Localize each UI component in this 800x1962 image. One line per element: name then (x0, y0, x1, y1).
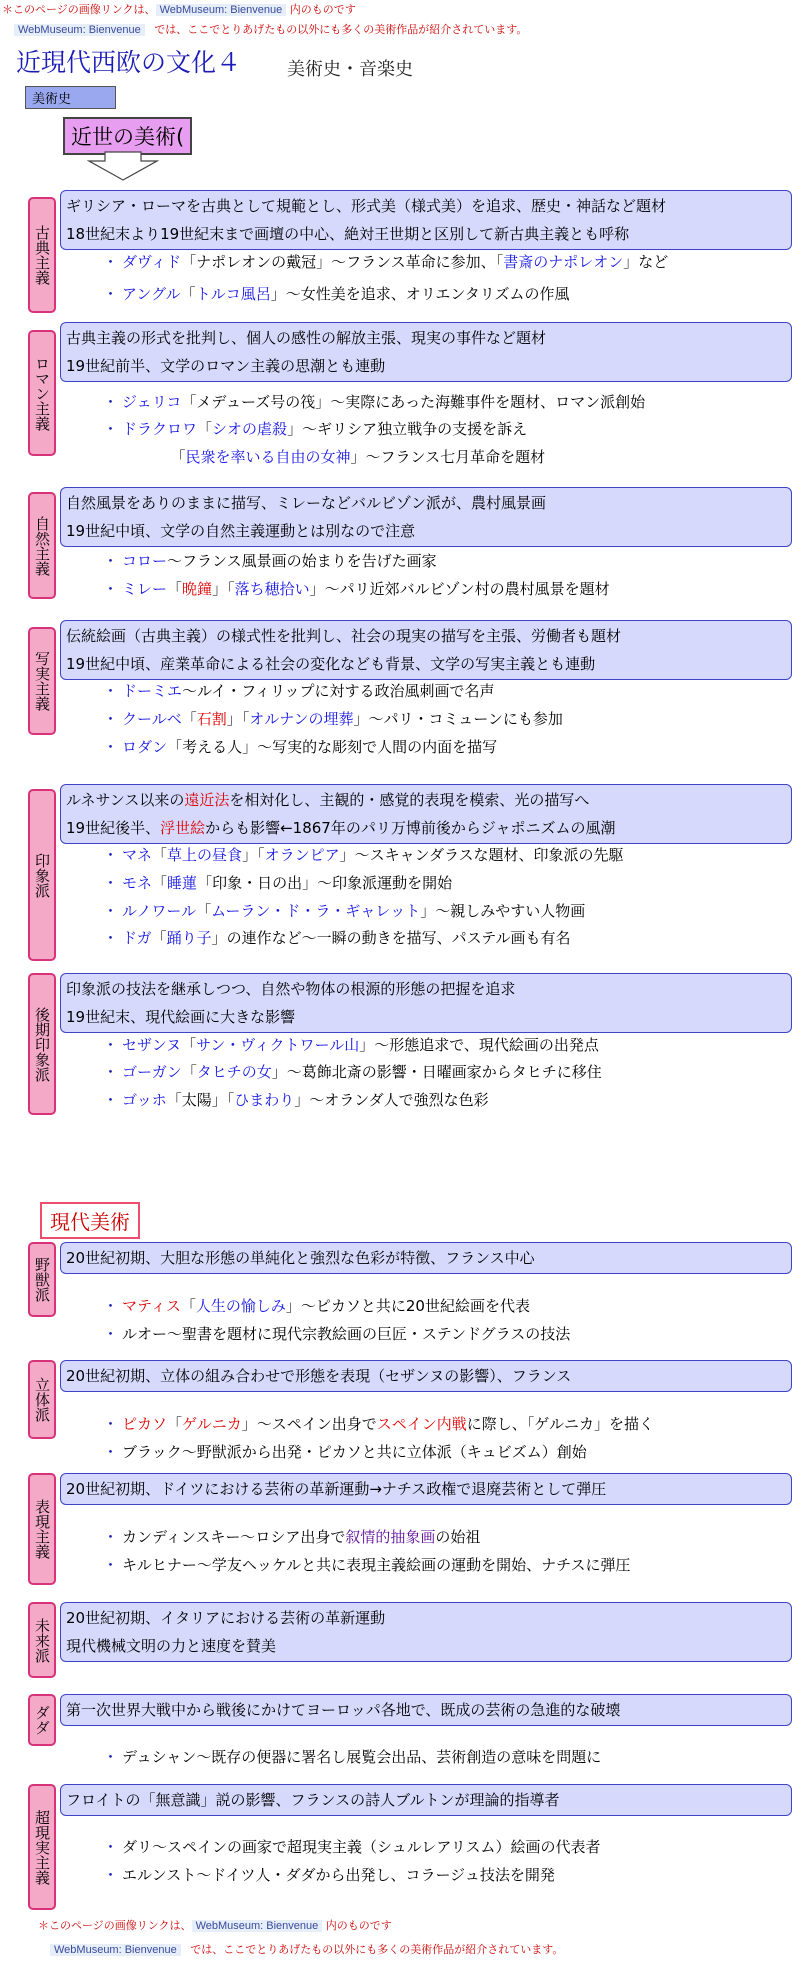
section-label: 後期印象派 (28, 973, 56, 1115)
section-description (60, 1242, 792, 1274)
section-label: 自然主義 (28, 492, 56, 599)
artwork-link[interactable]: サン・ヴィクトワール山 (196, 1036, 360, 1054)
list-item: ・ ゴッホ「太陽」「ひまわり」～オランダ人で強烈な色彩 (103, 1091, 489, 1109)
artwork-link[interactable]: ルノワール (122, 902, 197, 920)
webmuseum-link-2[interactable]: WebMuseum: Bienvenue (14, 24, 145, 36)
description-line: 19世紀後半、浮世絵からも影響←1867年のパリ万博前後からジャポニズムの風潮 (66, 819, 616, 837)
section-label: 古典主義 (28, 197, 56, 313)
section-description (60, 784, 792, 844)
description-line: ルネサンス以来の遠近法を相対化し、主観的・感覚的表現を模索、光の描写へ (66, 791, 590, 809)
list-item: ・ セザンヌ「サン・ヴィクトワール山」～形態追求で、現代絵画の出発点 (103, 1036, 599, 1054)
section-label: 写実主義 (28, 627, 56, 735)
description-line: 20世紀初期、立体の組み合わせで形態を表現（セザンヌの影響）、フランス (66, 1367, 572, 1385)
artwork-link[interactable]: 書斎のナポレオン (503, 253, 624, 271)
description-line: 印象派の技法を継承しつつ、自然や物体の根源的形態の把握を追求 (66, 980, 516, 998)
description-line: 伝統絵画（古典主義）の様式性を批判し、社会の現実の描写を主張、労働者も題材 (66, 627, 622, 645)
section-description (60, 1473, 792, 1505)
description-line: 18世紀末より19世紀末まで画壇の中心、絶対王世期と区別して新古典主義とも呼称 (66, 225, 630, 243)
list-item: ・ ブラック～野獣派から出発・ピカソと共に立体派（キュビズム）創始 (103, 1443, 587, 1461)
artwork-link[interactable]: コロー (122, 552, 168, 570)
list-item: ・ ロダン「考える人」～写実的な彫刻で人間の内面を描写 (103, 738, 498, 756)
section-label: 野獣派 (28, 1242, 56, 1317)
description-line: 19世紀中頃、産業革命による社会の変化なども背景、文学の写実主義とも連動 (66, 655, 596, 673)
artwork-link[interactable]: 晩鐘 (182, 580, 213, 598)
list-item: ・ アングル「トルコ風呂」～女性美を追求、オリエンタリズムの作風 (103, 285, 570, 303)
section-description (60, 1784, 792, 1816)
description-line: 19世紀中頃、文学の自然主義運動とは別なので注意 (66, 522, 416, 540)
section-label: 未来派 (28, 1602, 56, 1678)
list-item: ・ ダリ～スペインの画家で超現実主義（シュルレアリスム）絵画の代表者 (103, 1838, 601, 1856)
bottom-note-2: WebMuseum: Bienvenue では、ここでとりあげたもの以外にも多くの美術作品が紹介されています。 (50, 1941, 563, 1957)
list-item: ・ デュシャン～既存の便器に署名し展覧会出品、芸術創造の意味を問題に (103, 1748, 602, 1766)
artwork-link[interactable]: ゲルニカ (182, 1415, 242, 1433)
description-line: 自然風景をありのままに描写、ミレーなどバルビゾン派が、農村風景画 (66, 494, 547, 512)
artwork-link[interactable]: タヒチの女 (196, 1063, 272, 1081)
description-line: フロイトの「無意識」説の影響、フランスの詩人ブルトンが理論的指導者 (66, 1791, 560, 1809)
list-item: ・ マネ「草上の昼食」「オランピア」～スキャンダラスな題材、印象派の先駆 (103, 846, 624, 864)
description-line: 19世紀末、現代絵画に大きな影響 (66, 1008, 296, 1026)
page-title: 近現代西欧の文化４ (16, 48, 242, 77)
artwork-link[interactable]: モネ (122, 874, 153, 892)
top-note: ＊このページの画像リンクは、 WebMuseum: Bienvenue 内のものです (2, 3, 356, 16)
list-item: ・ ドラクロワ「シオの虐殺」～ギリシア独立戦争の支援を訴え (103, 420, 528, 438)
list-item: ・ エルンスト～ドイツ人・ダダから出発し、コラージュ技法を開発 (103, 1866, 555, 1884)
artwork-link[interactable]: 睡蓮 (167, 874, 198, 892)
list-item: 「民衆を率いる自由の女神」～フランス七月革命を題材 (103, 448, 546, 466)
section-label: 表現主義 (28, 1473, 56, 1585)
list-item: ・ モネ「睡蓮「印象・日の出」～印象派運動を開始 (103, 874, 453, 892)
section-description (60, 1602, 792, 1662)
section-label: 立体派 (28, 1360, 56, 1439)
webmuseum-link-bottom[interactable]: WebMuseum: Bienvenue (192, 1920, 323, 1932)
section-description (60, 973, 792, 1033)
description-line: ギリシア・ローマを古典として規範とし、形式美（様式美）を追求、歴史・神話など題材 (66, 197, 667, 215)
description-line: 現代機械文明の力と速度を賛美 (66, 1637, 277, 1655)
artwork-link[interactable]: マネ (122, 846, 153, 864)
description-line: 20世紀初期、イタリアにおける芸術の革新運動 (66, 1609, 386, 1627)
artwork-link[interactable]: ゴッホ (122, 1091, 167, 1109)
section-label: ロマン主義 (28, 330, 56, 456)
artwork-link[interactable]: シオの虐殺 (212, 420, 288, 438)
list-item: ・ ドーミエ～ルイ・フィリップに対する政治風刺画で名声 (103, 682, 495, 700)
list-item: ・ ジェリコ「メデューズ号の筏」～実際にあった海難事件を題材、ロマン派創始 (103, 393, 646, 411)
artwork-link[interactable]: クールベ (122, 710, 182, 728)
list-item: ・ キルヒナー～学友ヘッケルと共に表現主義絵画の運動を開始、ナチスに弾圧 (103, 1556, 631, 1574)
top-note-2: WebMuseum: Bienvenue では、ここでとりあげたもの以外にも多くの美術作品が紹介されています。 (14, 21, 527, 37)
list-item: ・ クールベ「石割」「オルナンの埋葬」～パリ・コミューンにも参加 (103, 710, 563, 728)
section-description (60, 620, 792, 680)
description-line: 第一次世界大戦中から戦後にかけてヨーロッパ各地で、既成の芸術の急進的な破壊 (66, 1701, 621, 1719)
bottom-note: ＊このページの画像リンクは、 WebMuseum: Bienvenue 内のものです (38, 1919, 392, 1932)
era-heading-modern: 現代美術 (40, 1202, 140, 1239)
artwork-link[interactable]: スペイン内戦 (376, 1415, 467, 1433)
section-description (60, 322, 792, 382)
list-item: ・ コロー～フランス風景画の始まりを告げた画家 (103, 552, 437, 570)
artwork-link[interactable]: 叙情的抽象画 (345, 1528, 436, 1546)
down-arrow-icon (87, 151, 159, 181)
artwork-link[interactable]: ゴーガン (122, 1063, 182, 1081)
page-subtitle: 美術史・音楽史 (287, 59, 413, 80)
artwork-link[interactable]: オランピア (264, 846, 340, 864)
tab-art-history[interactable]: 美術史 (25, 86, 116, 109)
artwork-link[interactable]: 石割 (196, 710, 227, 728)
artwork-link[interactable]: セザンヌ (122, 1036, 182, 1054)
artwork-link[interactable]: ドラクロワ (122, 420, 198, 438)
artwork-link[interactable]: ひまわり (234, 1091, 295, 1109)
webmuseum-link-bottom-2[interactable]: WebMuseum: Bienvenue (50, 1944, 181, 1956)
description-line: 古典主義の形式を批判し、個人の感性の解放主張、現実の事件など題材 (66, 329, 547, 347)
section-label: 印象派 (28, 789, 56, 961)
list-item: ・ マティス「人生の愉しみ」～ピカソと共に20世紀絵画を代表 (103, 1297, 530, 1315)
artwork-link[interactable]: マティス (122, 1297, 181, 1315)
webmuseum-link[interactable]: WebMuseum: Bienvenue (156, 4, 287, 16)
artwork-link[interactable]: 落ち穂拾い (234, 580, 310, 598)
section-description (60, 190, 792, 250)
section-label: ダダ (28, 1694, 56, 1746)
list-item: ・ ルオー～聖書を題材に現代宗教絵画の巨匠・ステンドグラスの技法 (103, 1325, 571, 1343)
description-line: 20世紀初期、大胆な形態の単純化と強烈な色彩が特徴、フランス中心 (66, 1249, 535, 1267)
artwork-link[interactable]: ピカソ (122, 1415, 168, 1433)
section-description (60, 1694, 792, 1726)
list-item: ・ カンディンスキー～ロシア出身で叙情的抽象画の始祖 (103, 1528, 481, 1546)
description-line: 19世紀前半、文学のロマン主義の思潮とも連動 (66, 357, 386, 375)
artwork-link[interactable]: 民衆を率いる自由の女神 (185, 448, 351, 466)
artwork-link[interactable]: ミレー (122, 580, 168, 598)
section-label: 超現実主義 (28, 1784, 56, 1910)
section-description (60, 1360, 792, 1392)
artwork-link[interactable]: ロダン (122, 738, 168, 756)
list-item: ・ ミレー「晩鐘」「落ち穂拾い」～パリ近郊バルビゾン村の農村風景を題材 (103, 580, 610, 598)
list-item: ・ ルノワール「ムーラン・ド・ラ・ギャレット」～親しみやすい人物画 (103, 902, 586, 920)
artwork-link[interactable]: アングル (122, 285, 181, 303)
artwork-link[interactable]: ダヴィド (122, 253, 182, 271)
artwork-link[interactable]: 草上の昼食 (167, 846, 243, 864)
artwork-link[interactable]: オルナンの埋葬 (249, 710, 354, 728)
section-description (60, 487, 792, 547)
artwork-link[interactable]: 踊り子 (166, 929, 212, 947)
artwork-link[interactable]: ドガ (122, 929, 152, 947)
artwork-link[interactable]: 人生の愉しみ (195, 1297, 286, 1315)
artwork-link[interactable]: トルコ風呂 (195, 285, 271, 303)
list-item: ・ ピカソ「ゲルニカ」～スペイン出身でスペイン内戦に際し、「ゲルニカ」を描く (103, 1415, 654, 1433)
list-item: ・ ゴーガン「タヒチの女」～葛飾北斎の影響・日曜画家からタヒチに移住 (103, 1063, 602, 1081)
list-item: ・ ダヴィド「ナポレオンの戴冠」～フランス革命に参加、「書斎のナポレオン」など (103, 253, 669, 271)
artwork-link[interactable]: ジェリコ (122, 393, 182, 411)
era-heading-early-modern: 近世の美術( (63, 117, 192, 155)
artwork-link[interactable]: ドーミエ (122, 682, 183, 700)
list-item: ・ ドガ「踊り子」の連作など～一瞬の動きを描写、パステル画も有名 (103, 929, 571, 947)
description-line: 20世紀初期、ドイツにおける芸術の革新運動→ナチス政権で退廃芸術として弾圧 (66, 1480, 607, 1498)
artwork-link[interactable]: ムーラン・ド・ラ・ギャレット (211, 902, 421, 920)
